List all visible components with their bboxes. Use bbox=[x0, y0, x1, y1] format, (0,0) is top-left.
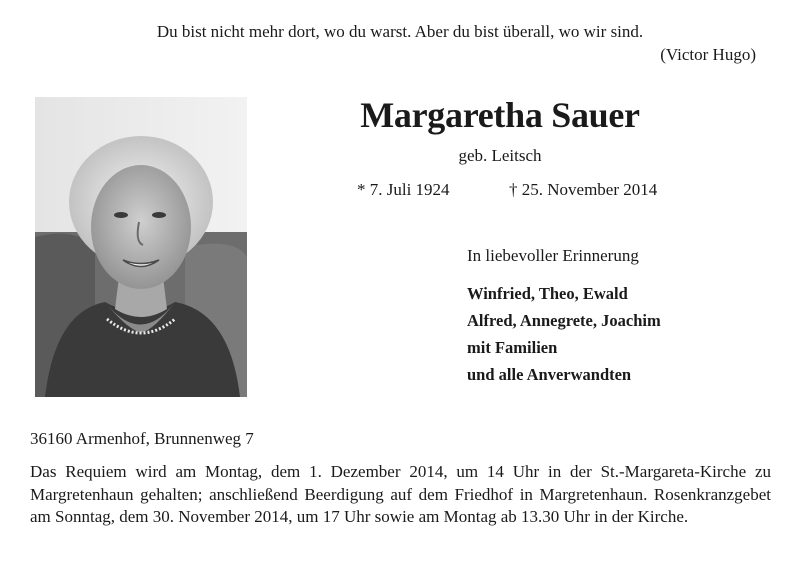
requiem-text: Das Requiem wird am Montag, dem 1. Dezember 2014, um 14 Uhr in der St.-Margareta-Kirche zu Margretenhaun gehalten; anschließend Beerdigung auf dem Friedhof in Margretenhaun. Rosenkranzgebet am Sonntag, dem 30. November 2014, um 17 Uhr sowie am Montag ab 13.30 Uhr in der Kirche. bbox=[30, 462, 771, 526]
maiden-name: geb. Leitsch bbox=[458, 146, 542, 165]
portrait-photo bbox=[35, 97, 247, 397]
mourner-line: und alle Anverwandten bbox=[467, 365, 632, 384]
mourner-line: Alfred, Annegrete, Joachim bbox=[467, 311, 661, 330]
mourner-line: mit Familien bbox=[467, 338, 558, 357]
quote-author: (Victor Hugo) bbox=[660, 45, 756, 64]
death-date: † 25. November 2014 bbox=[509, 180, 658, 199]
birth-date: * 7. Juli 1924 bbox=[357, 180, 450, 199]
deceased-name: Margaretha Sauer bbox=[360, 95, 640, 135]
memory-line: In liebevoller Erinnerung bbox=[467, 246, 639, 265]
mourners-list bbox=[467, 284, 661, 392]
quote-text: Du bist nicht mehr dort, wo du warst. Aber du bist überall, wo wir sind. bbox=[156, 22, 644, 41]
mourner-line: Winfried, Theo, Ewald bbox=[467, 284, 628, 303]
address: 36160 Armenhof, Brunnenweg 7 bbox=[30, 429, 254, 448]
